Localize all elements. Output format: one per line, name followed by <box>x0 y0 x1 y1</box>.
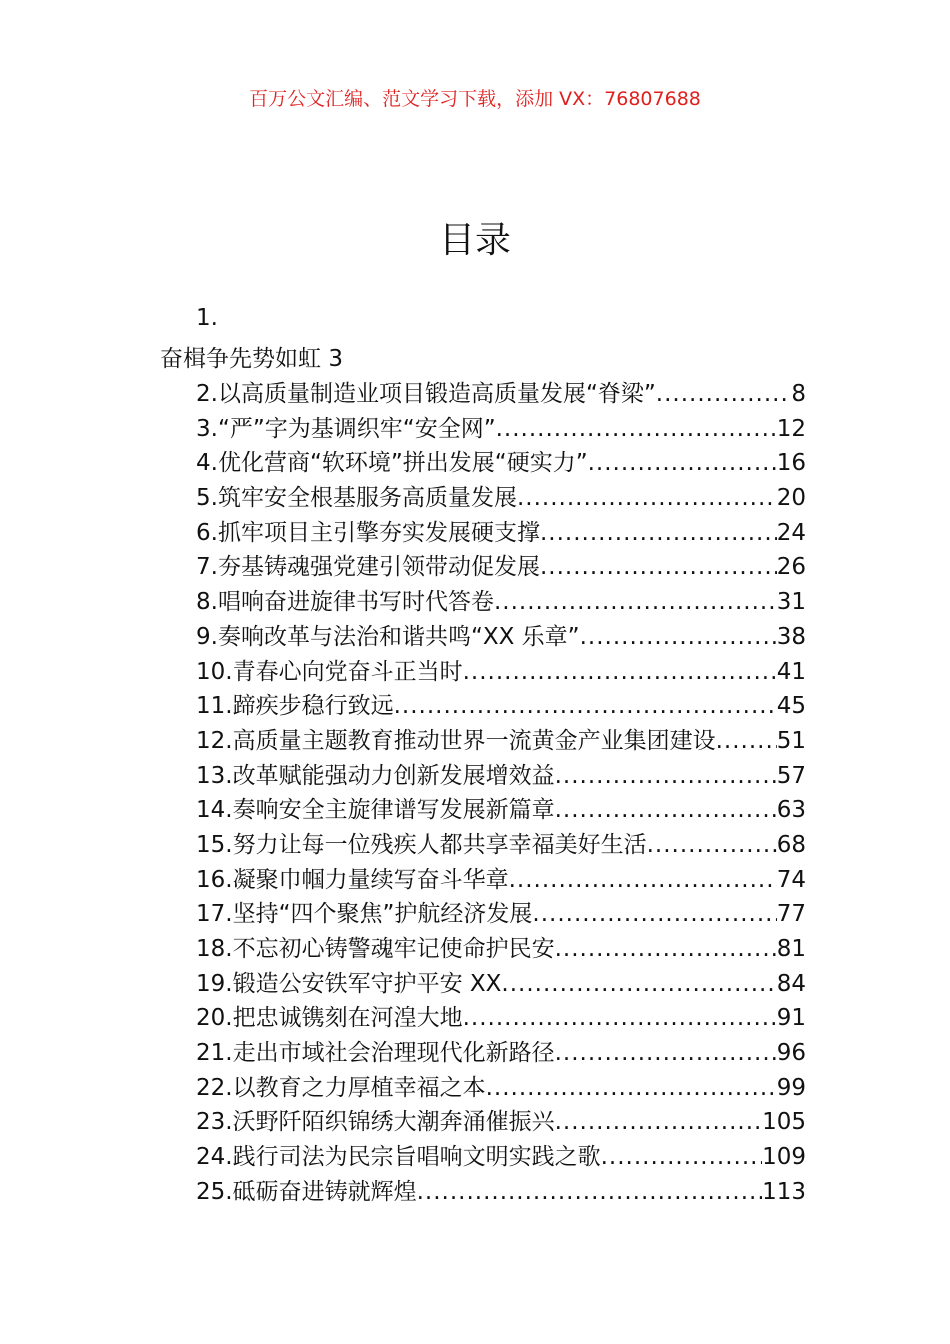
toc-entry-title: 23.沃野阡陌织锦绣大潮奔涌催振兴 <box>196 1109 555 1136</box>
toc-entry-title: 7.夯基铸魂强党建引领带动促发展 <box>196 554 540 581</box>
toc-entry-page: 81 <box>776 936 806 962</box>
toc-entry-page: 31 <box>776 589 806 616</box>
toc-entry-page: 38 <box>776 623 806 650</box>
toc-entry[interactable] <box>196 548 806 583</box>
dot-leader <box>555 1109 763 1135</box>
dot-leader <box>580 624 777 650</box>
toc-entry[interactable] <box>196 1103 806 1138</box>
toc-entry-page: 12 <box>776 415 806 442</box>
toc-entry-page: 99 <box>776 1074 806 1101</box>
toc-entry-title: 6.抓牢项目主引擎夯实发展硬支撑 <box>196 519 540 546</box>
toc-entry-title: 24.践行司法为民宗旨唱响文明实践之歌 <box>196 1144 601 1171</box>
toc-entry-title: 5.筑牢安全根基服务高质量发展 <box>196 485 517 512</box>
toc-entry[interactable] <box>196 722 806 757</box>
toc-entry[interactable] <box>196 1173 806 1208</box>
toc-entry-title: 22.以教育之力厚植幸福之本 <box>196 1074 486 1101</box>
toc-entry[interactable] <box>196 479 806 514</box>
toc-entry[interactable] <box>196 757 806 792</box>
toc-entry[interactable] <box>196 410 806 445</box>
toc-entry-title: 3.“严”字为基调织牢“安全网” <box>196 415 496 442</box>
dot-leader <box>555 797 777 823</box>
dot-leader <box>555 763 777 789</box>
toc-entry-page: 3 <box>328 346 343 372</box>
dot-leader <box>540 554 777 580</box>
toc-entry-title: 4.优化营商“软环境”拼出发展“硬实力” <box>196 450 588 477</box>
toc-entry-title: 11.蹄疾步稳行致远 <box>196 693 394 720</box>
toc-entry-page: 84 <box>776 970 806 997</box>
toc-entry-title: 20.把忠诚镌刻在河湟大地 <box>196 1005 463 1032</box>
toc-entry-title: 2.以高质量制造业项目锻造高质量发展“脊梁” <box>196 381 656 407</box>
toc-entry[interactable] <box>196 895 806 930</box>
toc-entry-page: 113 <box>762 1178 806 1205</box>
toc-entry-title: 16.凝聚巾帼力量续写奋斗华章 <box>196 866 509 893</box>
toc-entry-title: 9.奏响改革与法治和谐共鸣“XX 乐章” <box>196 623 580 650</box>
toc-entry[interactable] <box>196 653 806 688</box>
toc-entry-page: 45 <box>776 693 806 720</box>
toc-entry[interactable] <box>196 826 806 861</box>
toc-entry-title: 13.改革赋能强动力创新发展增效益 <box>196 762 555 789</box>
dot-leader <box>532 901 776 927</box>
toc-entry-title: 8.唱响奋进旋律书写时代答卷 <box>196 589 494 616</box>
toc-entry-page: 20 <box>776 485 806 512</box>
toc-entry-page: 41 <box>776 658 806 685</box>
toc-entry-title: 18.不忘初心铸警魂牢记使命护民安 <box>196 936 555 962</box>
dot-leader <box>494 589 777 615</box>
dot-leader <box>601 1144 763 1170</box>
dot-leader <box>555 1040 777 1066</box>
toc-entry[interactable] <box>196 965 806 1000</box>
toc-entry-1[interactable] <box>160 340 343 373</box>
toc-entry-title: 14.奏响安全主旋律谱写发展新篇章 <box>196 797 555 824</box>
toc-entry-title: 10.青春心向党奋斗正当时 <box>196 658 463 685</box>
toc-entry-page: 74 <box>776 866 806 893</box>
toc-entry-title: 17.坚持“四个聚焦”护航经济发展 <box>196 901 533 928</box>
dot-leader <box>486 1075 777 1101</box>
toc-entry-page: 8 <box>791 381 806 407</box>
dot-leader <box>463 659 777 685</box>
dot-leader <box>501 971 776 997</box>
dot-leader <box>555 936 777 962</box>
toc-entry-1-number: 1. <box>196 305 218 331</box>
toc-entry[interactable] <box>196 1069 806 1104</box>
toc-entry[interactable] <box>196 791 806 826</box>
toc-entry-page: 91 <box>776 1005 806 1032</box>
toc-entry-page: 68 <box>776 831 806 858</box>
dot-leader <box>417 1179 763 1205</box>
toc-entry-page: 16 <box>776 450 806 477</box>
toc-entry[interactable] <box>196 444 806 479</box>
toc-entry[interactable] <box>196 861 806 896</box>
table-of-contents <box>196 375 806 1208</box>
toc-entry-title: 奋楫争先势如虹 <box>160 346 321 372</box>
toc-entry-page: 57 <box>776 762 806 789</box>
toc-entry[interactable] <box>196 1138 806 1173</box>
toc-entry-title: 19.锻造公安铁军守护平安 XX <box>196 970 502 997</box>
toc-entry[interactable] <box>196 1034 806 1069</box>
dot-leader <box>656 381 792 407</box>
toc-entry[interactable] <box>196 999 806 1034</box>
dot-leader <box>588 450 777 476</box>
toc-entry-page: 77 <box>776 901 806 928</box>
toc-entry-page: 51 <box>776 727 806 754</box>
dot-leader <box>463 1005 777 1031</box>
toc-entry[interactable] <box>196 375 806 410</box>
dot-leader <box>517 485 777 511</box>
toc-entry[interactable] <box>196 930 806 965</box>
toc-entry[interactable] <box>196 583 806 618</box>
toc-entry-page: 96 <box>776 1040 806 1067</box>
toc-entry-page: 109 <box>762 1144 806 1171</box>
toc-entry-page: 63 <box>776 797 806 824</box>
dot-leader <box>540 520 777 546</box>
toc-entry-title: 15.努力让每一位残疾人都共享幸福美好生活 <box>196 831 647 858</box>
watermark-banner: 百万公文汇编、范文学习下载，添加 VX：76807688 <box>249 88 701 110</box>
dot-leader <box>509 867 777 893</box>
dot-leader <box>647 832 777 858</box>
dot-leader <box>716 728 777 754</box>
toc-entry-title: 25.砥砺奋进铸就辉煌 <box>196 1178 417 1205</box>
toc-entry-page: 105 <box>762 1109 806 1136</box>
toc-entry[interactable] <box>196 618 806 653</box>
page-title: 目录 <box>438 220 511 261</box>
toc-entry-title: 21.走出市域社会治理现代化新路径 <box>196 1040 555 1067</box>
toc-entry[interactable] <box>196 514 806 549</box>
toc-entry-title: 12.高质量主题教育推动世界一流黄金产业集团建设 <box>196 727 716 754</box>
toc-entry-page: 24 <box>776 519 806 546</box>
toc-entry-page: 26 <box>776 554 806 581</box>
dot-leader <box>496 416 777 442</box>
toc-entry[interactable] <box>196 687 806 722</box>
dot-leader <box>394 693 777 719</box>
